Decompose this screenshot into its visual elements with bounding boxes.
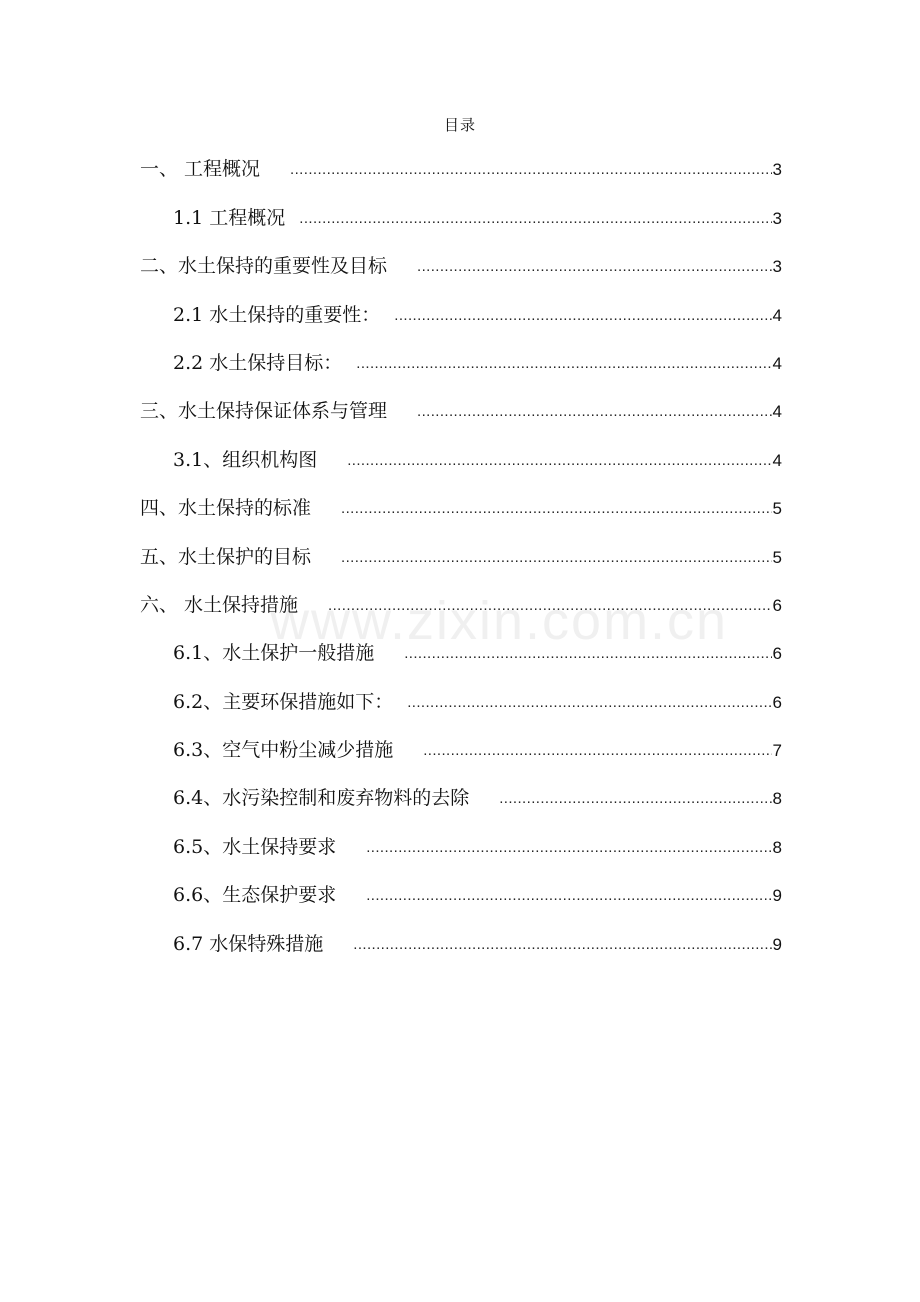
toc-entry-3[interactable]	[140, 378, 782, 426]
toc-leader-dots	[341, 549, 772, 567]
toc-entry-text: 6.4、水污染控制和废弃物料的去除	[173, 787, 470, 810]
toc-leader-dots	[353, 936, 772, 954]
toc-entry-6-2[interactable]	[140, 668, 782, 716]
toc-entry-page: 3	[772, 208, 782, 228]
toc-leader-dots	[417, 403, 772, 421]
toc-entry-text: 6.3、空气中粉尘减少措施	[173, 739, 394, 762]
toc-leader-dots	[290, 161, 772, 179]
toc-entry-text: 六、 水土保持措施	[140, 593, 299, 616]
toc-entry-text: 2.2 水土保持目标：	[173, 351, 343, 374]
toc-entry-page: 4	[772, 402, 782, 422]
toc-entry-page: 6	[772, 644, 782, 664]
toc-entry-page: 4	[772, 353, 782, 373]
toc-entry-page: 5	[772, 499, 782, 519]
toc-entry-4[interactable]	[140, 475, 782, 523]
toc-entry-text: 6.2、主要环保措施如下：	[173, 690, 394, 713]
toc-entry-page: 9	[772, 886, 782, 906]
toc-entry-6-4[interactable]	[140, 765, 782, 813]
toc-entry-page: 3	[772, 160, 782, 180]
toc-entry-text: 6.6、生态保护要求	[173, 884, 337, 907]
toc-leader-dots	[328, 597, 772, 615]
toc-entry-1[interactable]	[140, 136, 782, 184]
toc-entry-2-1[interactable]	[140, 281, 782, 329]
toc-leader-dots	[299, 210, 772, 228]
toc-leader-dots	[394, 307, 772, 325]
toc-entry-page: 9	[772, 934, 782, 954]
toc-leader-dots	[407, 694, 772, 712]
toc-entry-page: 7	[772, 741, 782, 761]
toc-entry-6-3[interactable]	[140, 717, 782, 765]
toc-entry-6-7[interactable]	[140, 910, 782, 958]
toc-entry-2-2[interactable]	[140, 330, 782, 378]
toc-leader-dots	[341, 500, 772, 518]
toc-leader-dots	[499, 790, 772, 808]
toc-entry-6[interactable]	[140, 572, 782, 620]
toc-entry-1-1[interactable]	[140, 184, 782, 232]
toc-entry-text: 6.1、水土保护一般措施	[173, 642, 375, 665]
toc-leader-dots	[347, 452, 772, 470]
toc-entry-text: 五、水土保护的目标	[140, 545, 312, 568]
toc-leader-dots	[356, 355, 772, 373]
toc-leader-dots	[417, 258, 772, 276]
toc-title: 目录	[443, 116, 476, 134]
toc-entry-page: 8	[772, 837, 782, 857]
toc-entry-6-1[interactable]	[140, 620, 782, 668]
toc-entry-text: 一、 工程概况	[140, 158, 261, 181]
toc-list	[140, 136, 782, 959]
toc-entry-page: 5	[772, 547, 782, 567]
toc-entry-text: 6.5、水土保持要求	[173, 835, 337, 858]
toc-entry-text: 三、水土保持保证体系与管理	[140, 400, 388, 423]
toc-entry-text: 四、水土保持的标准	[140, 497, 312, 520]
toc-entry-page: 4	[772, 450, 782, 470]
toc-leader-dots	[366, 839, 772, 857]
toc-entry-3-1[interactable]	[140, 426, 782, 474]
toc-entry-page: 3	[772, 257, 782, 277]
toc-entry-6-5[interactable]	[140, 813, 782, 861]
toc-leader-dots	[404, 645, 772, 663]
toc-entry-text: 2.1 水土保持的重要性：	[173, 303, 381, 326]
toc-entry-text: 二、水土保持的重要性及目标	[140, 255, 388, 278]
toc-entry-text: 6.7 水保特殊措施	[173, 932, 324, 955]
toc-entry-page: 6	[772, 692, 782, 712]
toc-entry-page: 6	[772, 595, 782, 615]
toc-entry-page: 4	[772, 305, 782, 325]
toc-entry-6-6[interactable]	[140, 862, 782, 910]
toc-entry-2[interactable]	[140, 233, 782, 281]
toc-leader-dots	[366, 887, 772, 905]
toc-entry-5[interactable]	[140, 523, 782, 571]
toc-entry-page: 8	[772, 789, 782, 809]
toc-entry-text: 3.1、组织机构图	[173, 448, 318, 471]
watermark: www.zixin.com.cn	[270, 591, 729, 651]
toc-leader-dots	[423, 742, 772, 760]
toc-entry-text: 1.1 工程概况	[173, 206, 286, 229]
